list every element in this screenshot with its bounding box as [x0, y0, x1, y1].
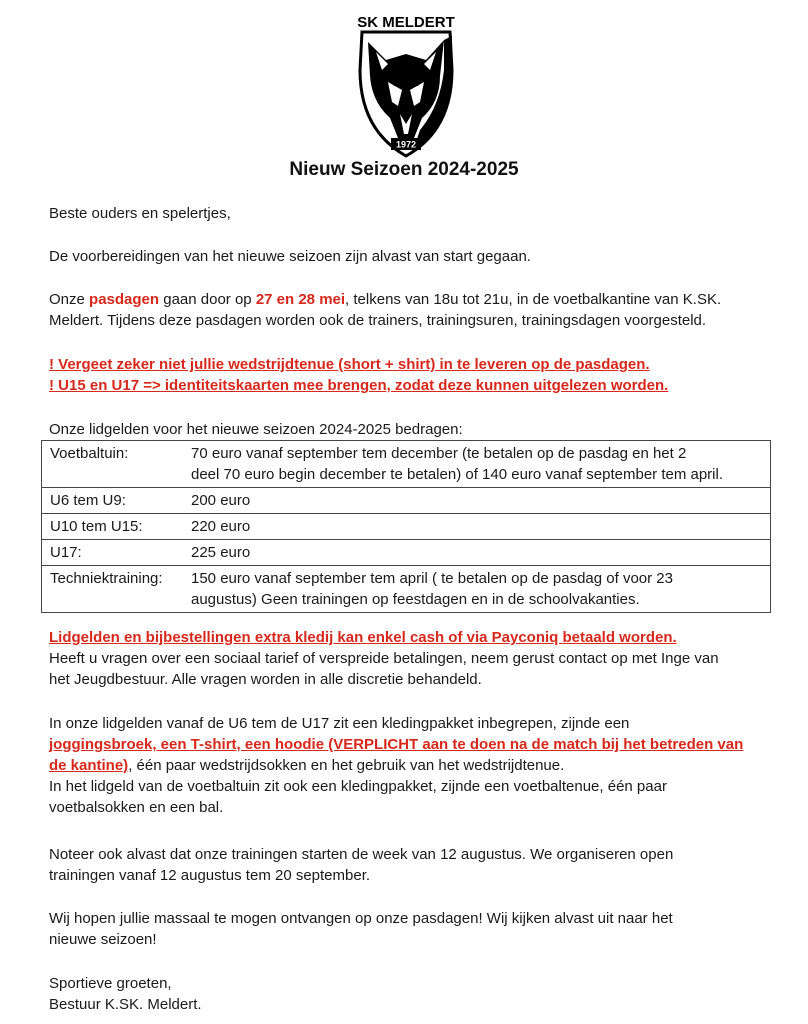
intro-text: De voorbereidingen van het nieuwe seizoen zijn alvast van start gegaan.	[49, 248, 531, 265]
fee-amount: 225 euro	[185, 540, 771, 566]
fee-category: Voetbaltuin:	[42, 441, 186, 488]
club-logo	[348, 10, 464, 160]
table-row	[42, 540, 771, 566]
fee-amount: 220 euro	[185, 514, 771, 540]
fee-amount: 70 euro vanaf september tem december (te betalen op de pasdag en het 2 deel 70 euro begin december te betalen) of 140 euro vanaf september tem april.	[185, 441, 771, 488]
payment-warning: Lidgelden en bijbestellingen extra kledij kan enkel cash of via Payconiq betaald worden.	[49, 629, 677, 646]
pasdagen-paragraph: Onze pasdagen gaan door op 27 en 28 mei, telkens van 18u tot 21u, in de voetbalkantine van K.SK. Meldert. Tijdens deze pasdagen worden ook de trainers, trainingsuren, trainingsdagen voorgesteld.	[49, 291, 722, 329]
pasdagen-date: 27 en 28 mei	[255, 291, 346, 308]
table-row	[42, 441, 771, 488]
wolf-head-crest-icon	[348, 10, 464, 160]
payment-paragraph: Lidgelden en bijbestellingen extra kledij kan enkel cash of via Payconiq betaald worden. Heeft u vragen over een sociaal tarief of verspreide betalingen, neem gerust contact op met Inge van het Jeugdbestuur. Alle vragen worden in alle discretie behandeld.	[49, 629, 719, 688]
fee-category: U17:	[42, 540, 186, 566]
fee-category: Techniektraining:	[42, 566, 186, 613]
kit-highlight-end: de kantine)	[49, 757, 129, 774]
page-title: Nieuw Seizoen 2024-2025	[289, 159, 519, 180]
signoff: Sportieve groeten, Bestuur K.SK. Meldert.	[49, 975, 202, 1013]
fees-intro: Onze lidgelden voor het nieuwe seizoen 2024-2025 bedragen:	[49, 421, 463, 438]
trainings-paragraph: Noteer ook alvast dat onze trainingen starten de week van 12 augustus. We organiseren open trainingen vanaf 12 augustus tem 20 september.	[49, 846, 674, 884]
greeting: Beste ouders en spelertjes,	[49, 205, 231, 222]
closing-paragraph: Wij hopen jullie massaal te mogen ontvangen op onze pasdagen! Wij kijken alvast uit naar het nieuwe seizoen!	[49, 910, 673, 948]
table-row	[42, 566, 771, 613]
fees-table	[41, 440, 771, 613]
kit-paragraph: In onze lidgelden vanaf de U6 tem de U17 zit een kledingpakket inbegrepen, zijnde een joggingsbroek, een T-shirt, een hoodie (VERPLICHT aan te doen na de match bij het betreden van de kantine), één paar wedstrijdsokken en het gebruik van het wedstrijdtenue. In het lidgeld van de voetbaltuin zit ook een kledingpakket, zijnde een voetbaltenue, één paar voetbalsokken en een bal.	[49, 715, 744, 816]
fee-amount: 150 euro vanaf september tem april ( te betalen op de pasdag of voor 23 augustus) Geen trainingen op feestdagen en in de schoolvakanties.	[185, 566, 771, 613]
fee-category: U6 tem U9:	[42, 488, 186, 514]
kit-highlight: joggingsbroek, een T-shirt, een hoodie (VERPLICHT aan te doen na de match bij het betreden van	[49, 736, 744, 753]
svg-text:1972: 1972	[395, 139, 417, 150]
warning-id-cards: ! U15 en U17 => identiteitskaarten mee brengen, zodat deze kunnen uitgelezen worden.	[49, 377, 669, 394]
fee-category: U10 tem U15:	[42, 514, 186, 540]
svg-text:SK MELDERT: SK MELDERT	[357, 14, 455, 31]
warning-tenue: ! Vergeet zeker niet jullie wedstrijdtenue (short + shirt) in te leveren op de pasdagen.	[49, 356, 650, 373]
table-row	[42, 488, 771, 514]
fee-amount: 200 euro	[185, 488, 771, 514]
warnings	[49, 354, 779, 396]
pasdagen-highlight: pasdagen	[89, 291, 160, 308]
table-row	[42, 514, 771, 540]
